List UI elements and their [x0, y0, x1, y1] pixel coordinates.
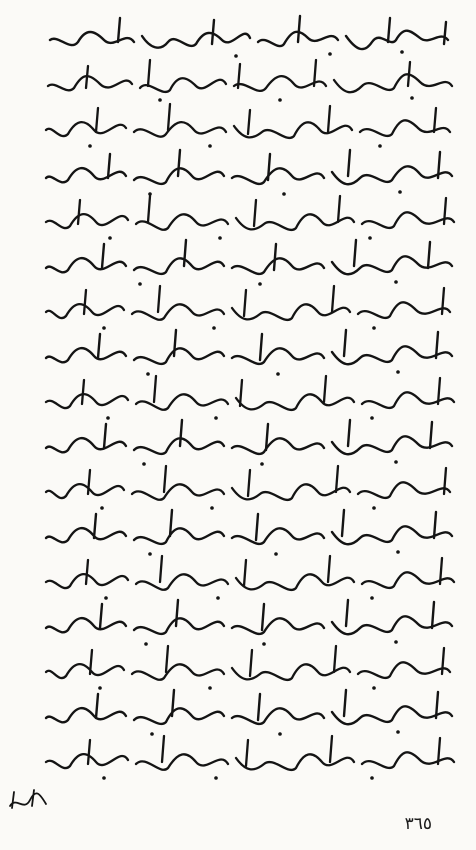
script-line-7: [46, 286, 450, 320]
script-line-11: [46, 466, 450, 500]
page-number: ٣٦٥: [404, 814, 432, 834]
script-line-16: [46, 690, 452, 724]
script-line-1: [50, 16, 448, 49]
script-line-17: [46, 736, 454, 770]
script-line-13: [46, 556, 454, 590]
script-line-4: [46, 150, 452, 184]
script-line-6: [46, 240, 452, 274]
script-line-5: [46, 196, 454, 230]
script-line-8: [46, 330, 452, 364]
script-line-15: [46, 646, 450, 680]
script-line-10: [46, 420, 452, 454]
script-line-2: [48, 60, 452, 92]
script-line-12: [46, 510, 452, 544]
script-line-3: [46, 104, 450, 138]
script-line-9: [46, 376, 454, 410]
script-line-14: [46, 600, 452, 634]
margin-note: [10, 790, 46, 808]
